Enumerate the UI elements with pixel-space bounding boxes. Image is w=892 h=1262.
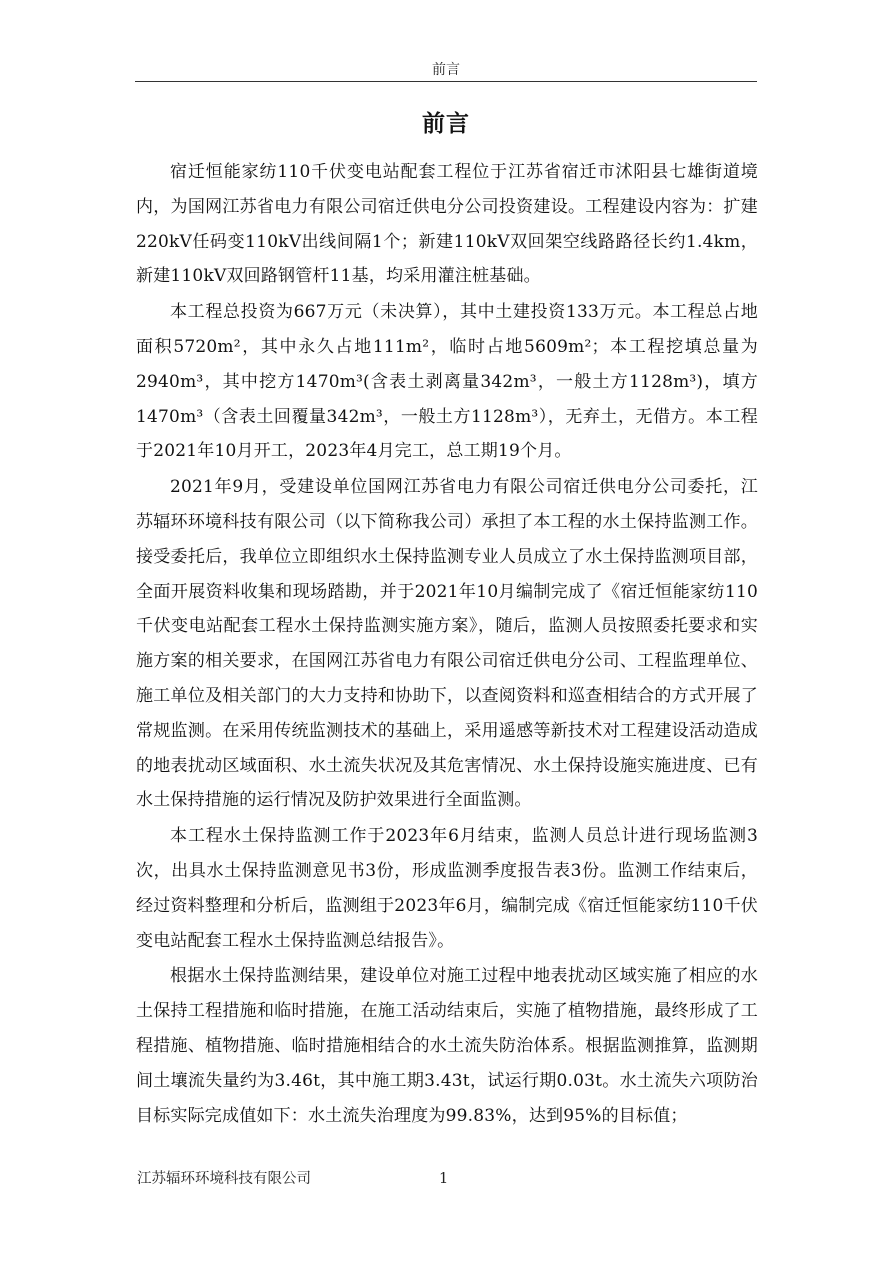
body-text: [136, 155, 758, 1134]
paragraph-3: 2021年9月，受建设单位国网江苏省电力有限公司宿迁供电分公司委托，江苏辐环环境科技有限公司（以下简称我公司）承担了本工程的水土保持监测工作。接受委托后，我单位立即组织水土保持监测专业人员成立了水土保持监测项目部，全面开展资料收集和现场踏勘，并于2021年10月编制完成了《宿迁恒能家纺110千伏变电站配套工程水土保持监测实施方案》，随后，监测人员按照委托要求和实施方案的相关要求，在国网江苏省电力有限公司宿迁供电分公司、工程监理单位、施工单位及相关部门的大力支持和协助下，以查阅资料和巡查相结合的方式开展了常规监测。在采用传统监测技术的基础上，采用遥感等新技术对工程建设活动造成的地表扰动区域面积、水土流失状况及其危害情况、水土保持设施实施进度、已有水土保持措施的运行情况及防护效果进行全面监测。: [136, 477, 758, 811]
paragraph-2: 本工程总投资为667万元（未决算），其中土建投资133万元。本工程总占地面积5720m²，其中永久占地111m²，临时占地5609m²；本工程挖填总量为2940m³，其中挖方1470m³(含表土剥离量342m³，一般土方1128m³)，填方1470m³（含表土回覆量342m³，一般土方1128m³），无弃土，无借方。本工程于2021年10月开工，2023年4月完工，总工期19个月。: [136, 302, 758, 462]
running-header: 前言: [432, 62, 460, 78]
page-number: 1: [439, 1171, 449, 1187]
paragraph-1: 宿迁恒能家纺110千伏变电站配套工程位于江苏省宿迁市沭阳县七雄街道境内，为国网江苏省电力有限公司宿迁供电分公司投资建设。工程建设内容为：扩建220kV任码变110kV出线间隔1个；新建110kV双回架空线路路径长约1.4km，新建110kV双回路钢管杆11基，均采用灌注桩基础。: [136, 162, 758, 287]
footer-company: 江苏辐环环境科技有限公司: [137, 1171, 311, 1187]
paragraph-5: 根据水土保持监测结果，建设单位对施工过程中地表扰动区域实施了相应的水土保持工程措施和临时措施，在施工活动结束后，实施了植物措施，最终形成了工程措施、植物措施、临时措施相结合的水土流失防治体系。根据监测推算，监测期间土壤流失量约为3.46t，其中施工期3.43t，试运行期0.03t。水土流失六项防治目标实际完成值如下：水土流失治理度为99.83%，达到95%的目标值；: [136, 966, 758, 1126]
header-divider: [135, 81, 757, 82]
section-title: 前言: [422, 110, 470, 137]
paragraph-4: 本工程水土保持监测工作于2023年6月结束，监测人员总计进行现场监测3次，出具水土保持监测意见书3份，形成监测季度报告表3份。监测工作结束后，经过资料整理和分析后，监测组于2023年6月，编制完成《宿迁恒能家纺110千伏变电站配套工程水土保持监测总结报告》。: [136, 826, 758, 951]
